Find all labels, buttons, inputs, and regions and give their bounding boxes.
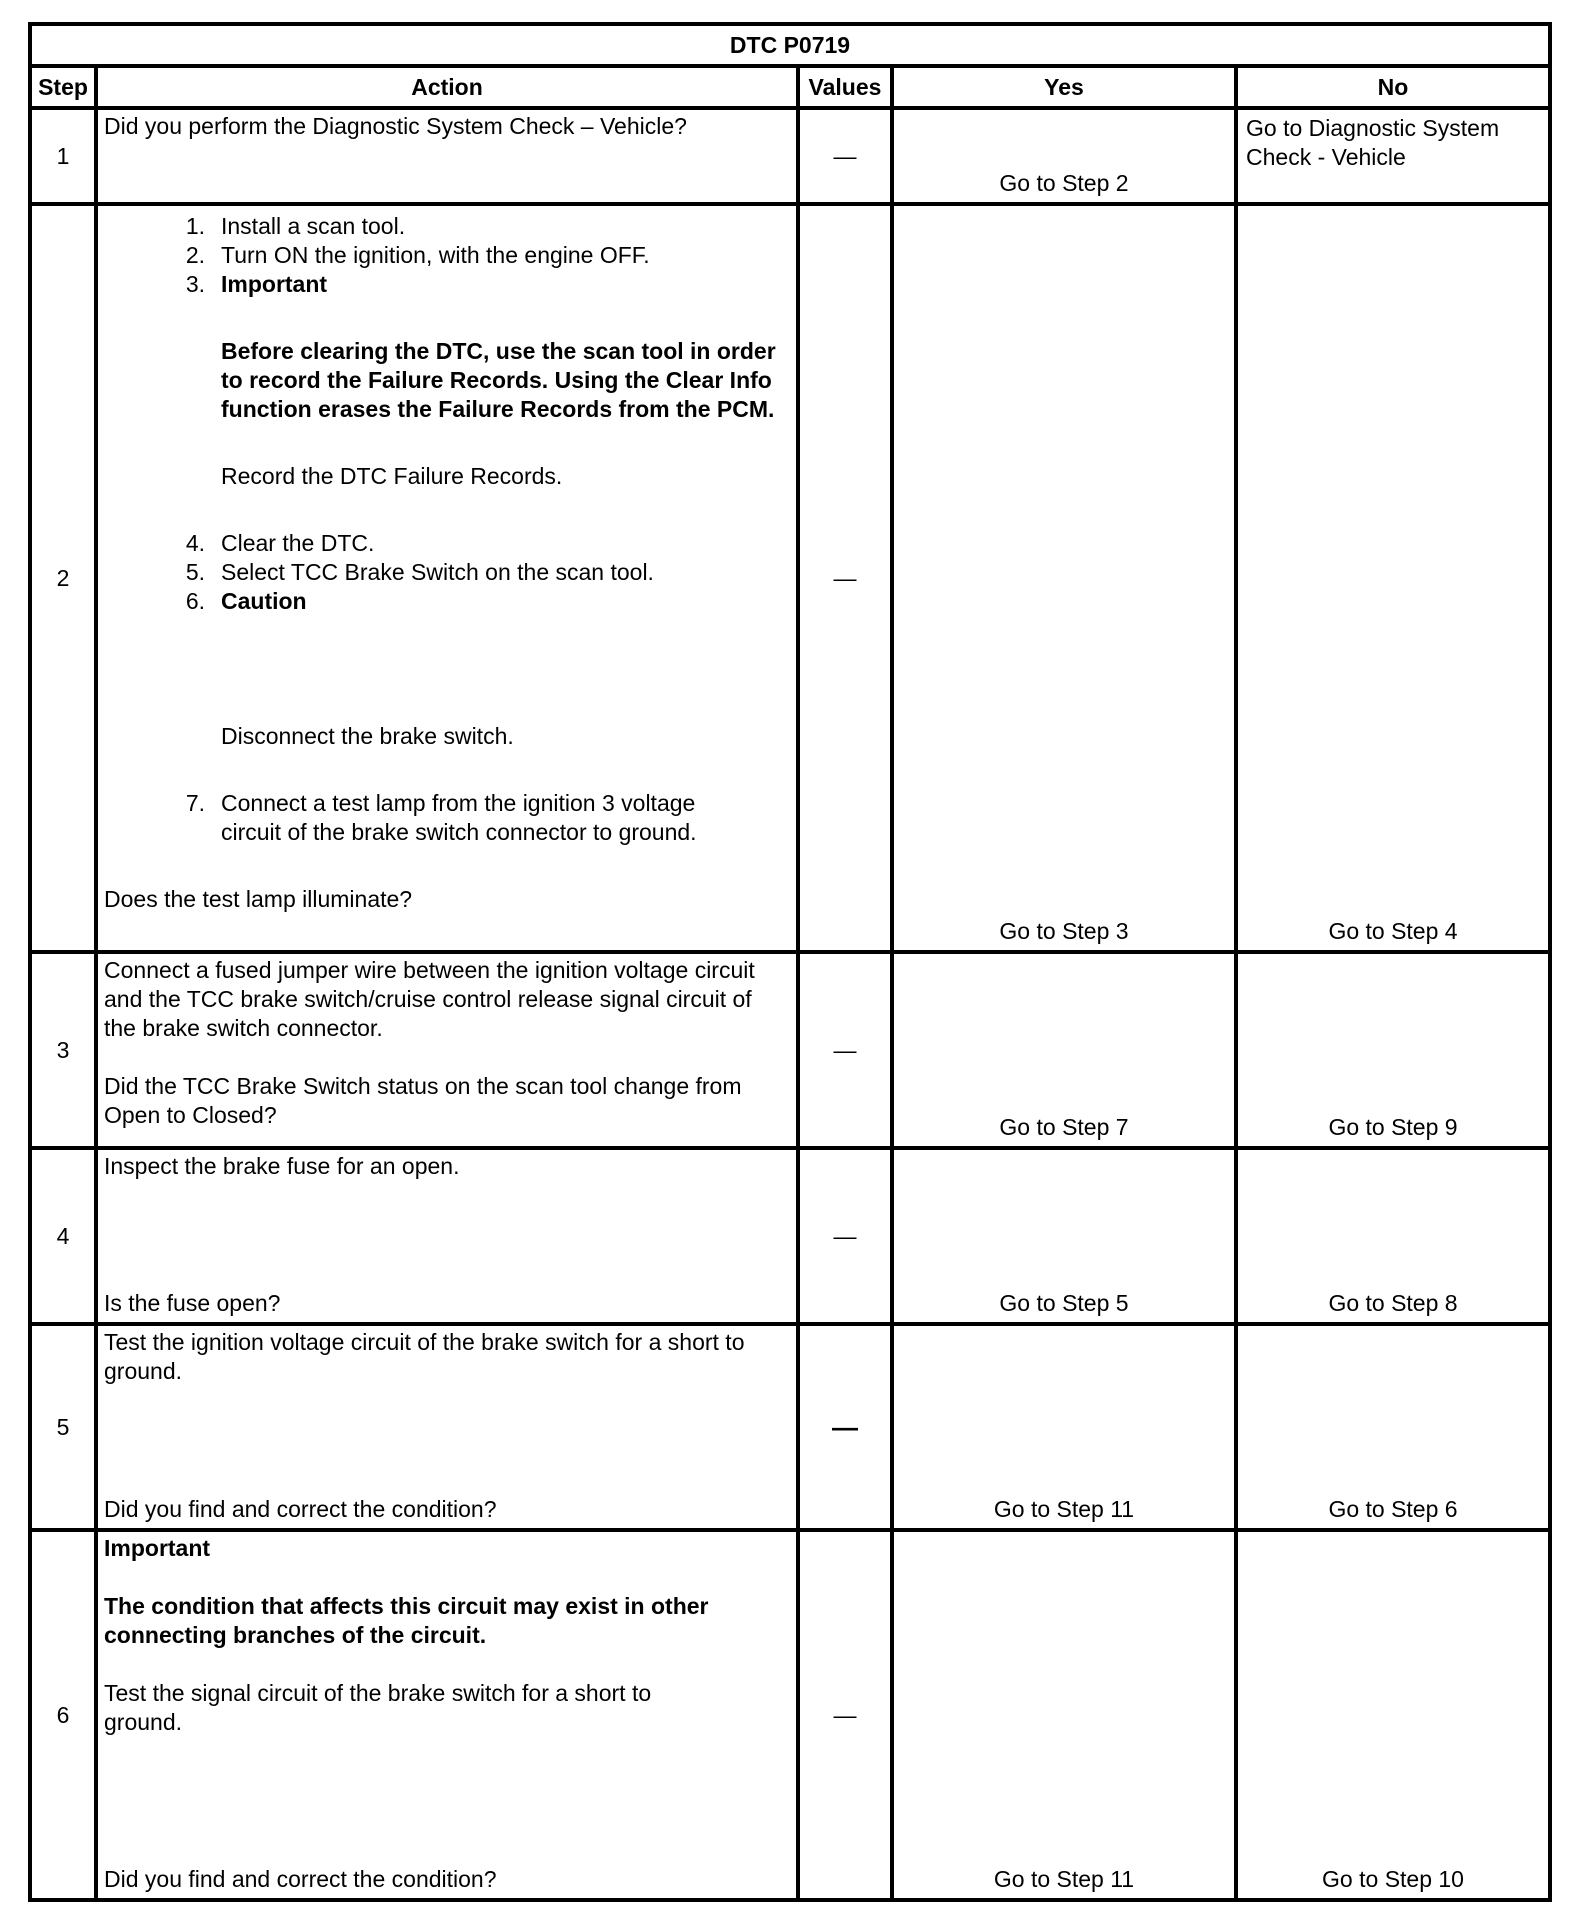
action-cell [96,1530,798,1900]
no-cell: Go to Diagnostic System Check - Vehicle [1236,108,1550,204]
list-item: 1. Install a scan tool. [185,213,406,239]
no-cell: Go to Step 8 [1236,1148,1550,1324]
action-cell [96,1148,798,1324]
yes-cell: Go to Step 11 [892,1530,1236,1900]
question-text: Does the test lamp illuminate? [104,886,413,912]
action-cell [96,1324,798,1530]
table-title: DTC P0719 [30,24,1550,66]
no-cell: Go to Step 10 [1236,1530,1550,1900]
action-text: Inspect the brake fuse for an open. [104,1153,460,1179]
record-text: Record the DTC Failure Records. [221,463,563,489]
table-row [30,204,1550,952]
values-cell: — [798,108,892,204]
table-row [30,952,1550,1148]
header-no: No [1236,66,1550,108]
values-cell: — [798,952,892,1148]
table-row [30,1148,1550,1324]
yes-cell: Go to Step 3 [892,204,1236,952]
question-text: Did the TCC Brake Switch status on the scan tool change from Open to Closed? [104,1073,742,1128]
question-text: Did you find and correct the condition? [104,1866,497,1892]
header-yes: Yes [892,66,1236,108]
action-text: Did you perform the Diagnostic System Check – Vehicle? [104,113,687,139]
no-cell: Go to Step 9 [1236,952,1550,1148]
list-item: 4. Clear the DTC. [185,530,375,556]
question-text: Did you find and correct the condition? [104,1496,497,1522]
important-label: Important [104,1535,211,1561]
values-cell: — [798,1530,892,1900]
header-action: Action [96,66,798,108]
header-step: Step [30,66,96,108]
values-cell: — [798,1148,892,1324]
step-number: 3 [30,952,96,1148]
table-row [30,108,1550,204]
action-text: Test the signal circuit of the brake switch for a short to ground. [104,1680,652,1735]
important-note: The condition that affects this circuit may exist in other connecting branches of the circuit. [104,1593,709,1648]
yes-cell: Go to Step 7 [892,952,1236,1148]
question-text: Is the fuse open? [104,1290,281,1316]
important-note: Before clearing the DTC, use the scan tool in order to record the Failure Records. Using the Clear Info function erases the Failure Records from the PCM. [221,338,776,422]
action-text: Connect a fused jumper wire between the ignition voltage circuit and the TCC brake switch/cruise control release signal circuit of the brake switch connector. [104,957,755,1041]
step-number: 2 [30,204,96,952]
no-cell: Go to Step 6 [1236,1324,1550,1530]
yes-cell: Go to Step 5 [892,1148,1236,1324]
step-number: 4 [30,1148,96,1324]
step-number: 5 [30,1324,96,1530]
no-cell: Go to Step 4 [1236,204,1550,952]
action-text: Test the ignition voltage circuit of the brake switch for a short to ground. [104,1329,745,1384]
step-number: 6 [30,1530,96,1900]
list-item: 5. Select TCC Brake Switch on the scan tool. [185,559,654,585]
list-item: 3. Important [185,271,328,297]
dtc-table [28,22,1552,1902]
step-number: 1 [30,108,96,204]
list-item: 6. Caution [185,588,307,614]
action-cell [96,952,798,1148]
header-values: Values [798,66,892,108]
list-item: 2. Turn ON the ignition, with the engine OFF. [185,242,650,268]
diagnostic-table-document [28,22,1548,1902]
table-row [30,1530,1550,1900]
table-row [30,1324,1550,1530]
disconnect-text: Disconnect the brake switch. [221,723,514,749]
yes-cell: Go to Step 2 [892,108,1236,204]
yes-cell: Go to Step 11 [892,1324,1236,1530]
values-cell: — [798,204,892,952]
action-cell [96,204,798,952]
action-cell [96,108,798,204]
list-item: 7. Connect a test lamp from the ignition 3 voltage circuit of the brake switch connector to ground. [185,790,697,845]
values-cell: — [798,1324,892,1530]
